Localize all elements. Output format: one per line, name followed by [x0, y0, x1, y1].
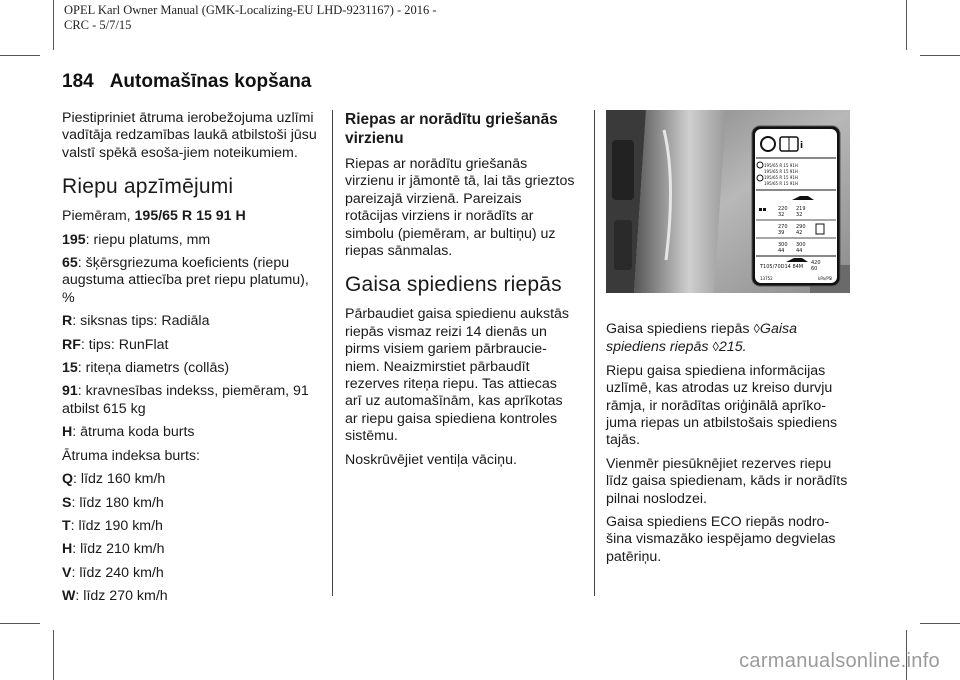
example-label: Piemēram, — [62, 208, 131, 225]
tire-marking-item — [62, 424, 324, 441]
speed-index-item — [62, 471, 324, 488]
svg-text:300: 300 — [778, 242, 788, 248]
speed-index-list — [62, 471, 324, 605]
tire-marking-item-text: : ātruma koda burts — [72, 424, 195, 441]
tire-marking-item-key: 65 — [62, 255, 78, 272]
column-divider — [594, 110, 595, 596]
reference-arrow-icon: ◊ — [712, 339, 719, 355]
crop-mark — [53, 630, 54, 680]
subtitle-directional-tires: Riepas ar norādītu griešanās virzienu — [345, 111, 558, 147]
pressure-ref-paragraph: Gaisa spiediens riepās ◊Gaisa spiediens riepās ◊215. — [606, 321, 797, 356]
svg-text:44: 44 — [778, 248, 785, 254]
tire-marking-item-text: : siksnas tips: Radiāla — [72, 313, 210, 330]
page-number: 184 — [62, 71, 94, 92]
svg-text:290: 290 — [796, 224, 806, 230]
tire-pressure-label-photo — [606, 110, 850, 293]
svg-text:300: 300 — [796, 242, 806, 248]
svg-text:32: 32 — [796, 212, 803, 218]
pressure-paragraph: Pārbaudiet gaisa spiedienu aukstās riepās vismaz reizi 14 dienās un pirms visiem gariem pārbraucie-niem. Neaizmirstiet pārbaudīt rezerves riteņa riepu. Tas attiecas arī uz automašīnām, kas aprīkotas ar riepu gaisa spiediena kontroles sistēmu. — [345, 306, 570, 445]
speed-index-item-key: V — [62, 564, 72, 581]
document-header — [64, 3, 437, 33]
section-title-tire-markings: Riepu apzīmējumi — [62, 175, 234, 199]
column-divider — [332, 110, 333, 596]
tire-marking-list — [62, 232, 324, 442]
speed-index-item-text: : līdz 190 km/h — [70, 517, 163, 534]
tire-marking-item-text: : riepu platums, mm — [85, 231, 211, 248]
svg-text:42: 42 — [796, 230, 803, 236]
svg-text:13752: 13752 — [760, 276, 773, 281]
tire-marking-item-text: : tips: RunFlat — [80, 336, 169, 353]
speed-index-item-key: W — [62, 588, 76, 605]
reference-arrow-icon: ◊ — [753, 321, 760, 336]
info-icon: i — [800, 141, 804, 151]
tire-marking-item-key: 195 — [62, 231, 86, 248]
column-2 — [345, 110, 577, 475]
crop-mark — [0, 623, 40, 624]
valve-cap-paragraph: Noskrūvējiet ventiļa vāciņu. — [345, 451, 517, 468]
tire-marking-item — [62, 313, 324, 330]
svg-text:T105/70D14 84M: T105/70D14 84M — [760, 264, 804, 270]
svg-text:44: 44 — [796, 248, 803, 254]
tire-marking-item-text: : šķērsgriezuma koeficients (riepu augstuma attiecība pret riepu platumu), % — [62, 255, 309, 306]
column-1 — [62, 110, 324, 612]
label-location-paragraph: Riepu gaisa spiediena informācijas uzlīmē, kas atrodas uz kreiso durvju rāmja, ir norādītas oriģinālā aprīko-juma riepas un atbilstošais spiediens tajās. — [606, 362, 838, 449]
svg-text:60: 60 — [811, 266, 818, 272]
svg-text:195/65 R 15 91H: 195/65 R 15 91H — [764, 181, 798, 186]
svg-text:219: 219 — [796, 206, 806, 212]
speed-intro: Ātruma indeksa burts: — [62, 447, 200, 464]
svg-text:195/65 R 15 91H: 195/65 R 15 91H — [764, 163, 798, 168]
speed-index-item-key: S — [62, 494, 72, 511]
tire-marking-item-text: : kravnesības indekss, piemēram, 91 atbilst 615 kg — [62, 383, 309, 417]
speed-index-item — [62, 565, 324, 582]
tire-marking-item-key: R — [62, 313, 73, 330]
crop-mark — [920, 55, 960, 56]
tire-marking-item-key: 15 — [62, 360, 78, 377]
pressure-ref-text: Gaisa spiediens riepās — [606, 321, 750, 337]
pressure-ref-link[interactable]: Gaisa spiediens riepās — [606, 321, 797, 356]
crop-mark — [920, 623, 960, 624]
speed-index-item-key: T — [62, 517, 71, 534]
tire-marking-item-key: H — [62, 424, 73, 441]
svg-text:32: 32 — [778, 212, 785, 218]
speed-index-item — [62, 495, 324, 512]
spare-tire-paragraph: Vienmēr piesūknējiet rezerves riepu līdz gaisa spiedienam, kāds ir norādīts pilnai noslodzei. — [606, 455, 848, 507]
svg-text:220: 220 — [778, 206, 788, 212]
tire-marking-item-text: : riteņa diametrs (collās) — [77, 360, 230, 377]
watermark: carmanualsonline.info — [739, 650, 940, 672]
speed-index-item-text: : līdz 160 km/h — [73, 471, 166, 488]
tire-marking-item — [62, 337, 324, 354]
speed-index-item-key: H — [62, 541, 73, 558]
svg-text:270: 270 — [778, 224, 788, 230]
section-title-tire-pressure: Gaisa spiediens riepās — [345, 273, 562, 297]
speed-index-item-text: : līdz 210 km/h — [72, 541, 165, 558]
intro-paragraph: Piestipriniet ātruma ierobežojuma uzlīmi vadītāja redzamības laukā atbilstoši jūsu valstī spēkā esoša-jiem noteikumiem. — [62, 110, 317, 161]
svg-text:420: 420 — [811, 260, 821, 266]
tire-marking-item — [62, 255, 324, 307]
page-heading — [62, 71, 311, 93]
eco-pressure-paragraph: Gaisa spiediens ECO riepās nodro-šina vismazāko iespējamo degvielas patēriņu. — [606, 514, 836, 565]
speed-index-item — [62, 588, 324, 605]
speed-index-item-text: : līdz 240 km/h — [71, 564, 164, 581]
speed-index-item — [62, 518, 324, 535]
speed-index-item — [62, 541, 324, 558]
speed-index-item-text: : līdz 270 km/h — [75, 588, 168, 605]
svg-text:39: 39 — [778, 230, 785, 236]
pressure-ref-page[interactable]: 215 — [718, 339, 743, 356]
header-line-2: CRC - 5/7/15 — [64, 18, 132, 32]
tire-marking-item-key: RF — [62, 336, 81, 353]
example-value: 195/65 R 15 91 H — [134, 208, 246, 225]
door-frame-image — [606, 110, 850, 293]
crop-mark — [906, 0, 907, 50]
page-title: Automašīnas kopšana — [109, 71, 312, 92]
example-line — [62, 208, 324, 225]
speed-index-item-text: : līdz 180 km/h — [71, 494, 164, 511]
crop-mark — [0, 55, 40, 56]
svg-text:kPa/PSI: kPa/PSI — [818, 276, 833, 281]
speed-index-item-key: Q — [62, 471, 74, 488]
directional-paragraph: Riepas ar norādītu griešanās virzienu ir jāmontē tā, lai tās grieztos pareizajā virzienā. Pareizais rotācijas virziens ir norādīts ar simbolu (piemēram, ar bultiņu) uz riepas sānmalas. — [345, 156, 575, 260]
svg-text:195/65 R 15 91H: 195/65 R 15 91H — [764, 169, 798, 174]
crop-mark — [53, 0, 54, 50]
tire-marking-item — [62, 383, 324, 418]
svg-text:195/65 R 15 91H: 195/65 R 15 91H — [764, 175, 798, 180]
tire-marking-item-key: 91 — [62, 383, 78, 400]
tire-marking-item — [62, 360, 324, 377]
column-3 — [606, 110, 850, 572]
header-line-1: OPEL Karl Owner Manual (GMK-Localizing-EU LHD-9231167) - 2016 - — [64, 3, 437, 17]
tire-marking-item — [62, 232, 324, 249]
